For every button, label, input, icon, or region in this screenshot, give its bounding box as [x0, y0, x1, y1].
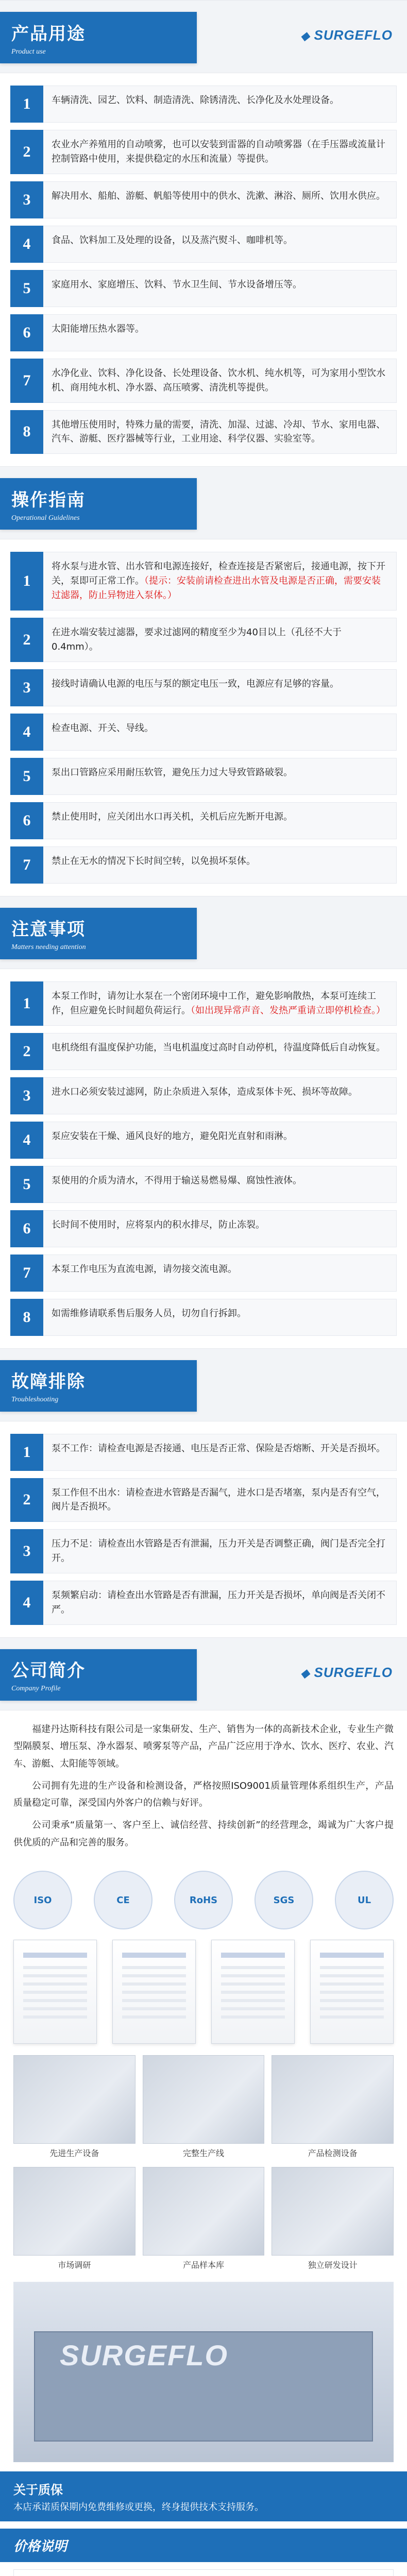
brand-mark-icon: ◆	[300, 29, 310, 42]
certificate-badge: SGS	[255, 1871, 313, 1929]
trouble-number: 1	[10, 1434, 43, 1471]
photo-image	[143, 2055, 265, 2144]
notice-item	[10, 1255, 397, 1292]
operation-number: 6	[10, 802, 43, 839]
company-intro	[0, 1710, 407, 1867]
operation-text-main: 检查电源、开关、导线。	[52, 722, 154, 734]
operation-text	[43, 669, 397, 706]
company-subtitle: Company Profile	[11, 1685, 61, 1693]
usage-text-main: 其他增压使用时，特殊力量的需要，清洗、加湿、过滤、冷却、节水、家用电器、汽车、游艇、医疗器械等行业，工业用途、科学仪器、实验室等。	[52, 419, 385, 445]
usage-text	[43, 86, 397, 123]
trouble-item	[10, 1529, 397, 1573]
photo-caption: 市场调研	[58, 2260, 91, 2270]
operation-title: 操作指南	[11, 489, 86, 511]
certificate-document	[112, 1940, 196, 2044]
notice-text-main: 本泵工作时，请勿让水泵在一个密闭环境中工作，避免影响散热，本泵可连续工作，但应避免长时间超负荷运行。	[52, 990, 376, 1016]
usage-text	[43, 270, 397, 307]
usage-subtitle: Product use	[11, 47, 46, 56]
usage-item	[10, 270, 397, 307]
notice-item	[10, 1033, 397, 1070]
notice-number: 1	[10, 981, 43, 1026]
company-title: 公司简介	[11, 1660, 86, 1682]
operation-list	[0, 539, 407, 895]
certificate-badge: CE	[94, 1871, 152, 1929]
photo-image	[13, 2167, 135, 2256]
usage-item	[10, 314, 397, 351]
notice-text	[43, 981, 397, 1026]
photo-image	[143, 2167, 265, 2256]
price-box	[13, 2569, 394, 2576]
certificate-document	[310, 1940, 394, 2044]
trouble-title: 故障排除	[11, 1371, 86, 1393]
operation-number: 3	[10, 669, 43, 706]
operation-item	[10, 669, 397, 706]
operation-text	[43, 552, 397, 611]
notice-item	[10, 1166, 397, 1203]
operation-item	[10, 758, 397, 795]
photo-image	[272, 2055, 394, 2144]
notice-subtitle: Matters needing attention	[11, 943, 86, 952]
photo-caption: 完整生产线	[182, 2148, 224, 2158]
company-paragraph: 公司秉承“质量第一、客户至上、诚信经营、持续创新”的经营理念，竭诚为广大客户提供优质的产品和完善的服务。	[13, 1820, 394, 1848]
trouble-number: 4	[10, 1581, 43, 1625]
trouble-number: 3	[10, 1529, 43, 1573]
usage-text-main: 水净化业、饮料、净化设备、长处理设备、饮水机、纯水机等，可为家用小型饮水机、商用纯水机、净水器、高压喷雾、清洗机等提供。	[52, 367, 385, 393]
usage-item	[10, 181, 397, 218]
notice-text-main: 泵使用的介质为清水，不得用于输送易燃易爆、腐蚀性液体。	[52, 1175, 302, 1186]
usage-number: 1	[10, 86, 43, 123]
trouble-text	[43, 1434, 397, 1471]
company-paragraph: 公司拥有先进的生产设备和检测设备，严格按照ISO9001质量管理体系组织生产，产品质量稳定可靠，深受国内外客户的信赖与好评。	[13, 1780, 394, 1809]
trouble-header	[0, 1348, 407, 1421]
trouble-subtitle: Troubleshooting	[11, 1396, 59, 1404]
usage-text-main: 食品、饮料加工及处理的设备，以及蒸汽熨斗、咖啡机等。	[52, 234, 293, 246]
notice-text	[43, 1122, 397, 1159]
usage-number: 6	[10, 314, 43, 351]
notice-item	[10, 1210, 397, 1247]
trouble-text	[43, 1529, 397, 1573]
usage-text	[43, 410, 397, 454]
operation-header	[0, 466, 407, 539]
notice-title-block	[0, 908, 197, 959]
certificate-badge: ISO	[13, 1871, 72, 1929]
photo-caption: 先进生产设备	[49, 2148, 99, 2158]
usage-title: 产品用途	[11, 23, 86, 44]
operation-number: 4	[10, 714, 43, 751]
photo-card	[272, 2055, 394, 2160]
notice-item	[10, 1077, 397, 1114]
trouble-text-main: 压力不足：请检查出水管路是否有泄漏，压力开关是否调整正确，阀门是否完全打开。	[52, 1538, 385, 1564]
brand-logo	[301, 27, 393, 43]
brand-name: SURGEFLO	[314, 1664, 393, 1680]
operation-title-block	[0, 478, 197, 530]
usage-text	[43, 226, 397, 263]
notice-text	[43, 1077, 397, 1114]
warranty-title: 关于质保	[13, 2483, 63, 2497]
operation-text	[43, 714, 397, 751]
documents-row	[0, 1934, 407, 2050]
trouble-text	[43, 1478, 397, 1522]
operation-number: 7	[10, 846, 43, 884]
company-header	[0, 1637, 407, 1710]
notice-text	[43, 1299, 397, 1336]
operation-text-main: 将水泵与进水管、出水管和电源连接好，检查连接是否紧密后，接通电源，按下开关，泵即可正常工作。	[52, 561, 385, 587]
notice-title: 注意事项	[11, 919, 86, 940]
operation-text-main: 在进水端安装过滤器，要求过滤网的精度至少为40目以上（孔径不大于0.4mm）。	[52, 627, 342, 652]
trouble-number: 2	[10, 1478, 43, 1522]
notice-item	[10, 1299, 397, 1336]
usage-text	[43, 359, 397, 403]
usage-item	[10, 359, 397, 403]
company-title-block	[0, 1649, 197, 1701]
price-section-header	[0, 2529, 407, 2562]
usage-number: 7	[10, 359, 43, 403]
trouble-list	[0, 1421, 407, 1637]
usage-text-main: 家庭用水、家庭增压、饮料、节水卫生间、节水设备增压等。	[52, 279, 302, 290]
usage-text	[43, 130, 397, 174]
operation-text-main: 禁止在无水的情况下长时间空转，以免损坏泵体。	[52, 855, 256, 867]
notice-text-main: 长时间不使用时，应将泵内的积水排尽，防止冻裂。	[52, 1219, 265, 1230]
photo-caption: 独立研发设计	[308, 2260, 358, 2270]
notice-text	[43, 1255, 397, 1292]
usage-text-main: 农业水产养殖用的自动喷雾，也可以安装到雷器的自动喷雾器（在手压器或流量计控制管路中使用，来提供稳定的水压和流量）等提供。	[52, 139, 385, 164]
usage-text-main: 太阳能增压热水器等。	[52, 323, 144, 334]
usage-item	[10, 86, 397, 123]
notice-number: 4	[10, 1122, 43, 1159]
photo-image	[272, 2167, 394, 2256]
warranty-desc: 本店承诺质保期内免费维修或更换，终身提供技术支持服务。	[13, 2502, 264, 2513]
operation-number: 5	[10, 758, 43, 795]
usage-item	[10, 410, 397, 454]
notice-text-main: 如需维修请联系售后服务人员，切勿自行拆卸。	[52, 1308, 246, 1319]
notice-number: 5	[10, 1166, 43, 1203]
notice-item	[10, 1122, 397, 1159]
operation-number: 1	[10, 552, 43, 611]
trouble-text-main: 泵频繁启动：请检查出水管路是否有泄漏，压力开关是否损坏，单向阀是否关闭不严。	[52, 1590, 385, 1616]
usage-number: 2	[10, 130, 43, 174]
notice-text-main: 本泵工作电压为直流电源，请勿接交流电源。	[52, 1263, 237, 1275]
photo-caption: 产品样本库	[182, 2260, 224, 2270]
usage-number: 4	[10, 226, 43, 263]
usage-number: 8	[10, 410, 43, 454]
operation-item	[10, 846, 397, 884]
notice-list	[0, 969, 407, 1348]
usage-text	[43, 181, 397, 218]
operation-item	[10, 552, 397, 611]
operation-item	[10, 802, 397, 839]
notice-text-main: 进水口必须安装过滤网，防止杂质进入泵体，造成泵体卡死、损坏等故障。	[52, 1086, 358, 1097]
trouble-title-block	[0, 1360, 197, 1412]
usage-text-main: 解决用水、船舶、游艇、帆船等使用中的供水、洗漱、淋浴、厕所、饮用水供应。	[52, 190, 385, 201]
factory-building-image	[13, 2282, 394, 2462]
photo-card	[272, 2167, 394, 2272]
photo-card	[13, 2055, 135, 2160]
photo-image	[13, 2055, 135, 2144]
brand-mark-icon: ◆	[300, 1666, 310, 1680]
operation-text	[43, 618, 397, 662]
operation-text-main: 泵出口管路应采用耐压软管，避免压力过大导致管路破裂。	[52, 767, 293, 778]
notice-text	[43, 1166, 397, 1203]
notice-text	[43, 1210, 397, 1247]
operation-item	[10, 714, 397, 751]
operation-text	[43, 758, 397, 795]
notice-text	[43, 1033, 397, 1070]
trouble-item	[10, 1434, 397, 1471]
usage-item	[10, 226, 397, 263]
brand-logo-company	[301, 1665, 393, 1681]
usage-text-main: 车辆清洗、园艺、饮料、制造清洗、除锈清洗、长净化及水处理设备。	[52, 95, 339, 106]
notice-number: 7	[10, 1255, 43, 1292]
photo-caption: 产品检测设备	[308, 2148, 358, 2158]
certificate-document	[13, 1940, 97, 2044]
trouble-text	[43, 1581, 397, 1625]
price-title: 价格说明	[13, 2539, 67, 2554]
notice-text-main: 泵应安装在干燥、通风良好的地方，避免阳光直射和雨淋。	[52, 1130, 293, 1142]
factory-photo-grid	[0, 2050, 407, 2277]
trouble-item	[10, 1581, 397, 1625]
operation-item	[10, 618, 397, 662]
warranty-banner	[0, 2471, 407, 2521]
operation-subtitle: Operational Guidelines	[11, 514, 80, 522]
usage-header	[0, 0, 407, 73]
trouble-item	[10, 1478, 397, 1522]
certificate-document	[211, 1940, 295, 2044]
operation-text	[43, 802, 397, 839]
certificate-badge: RoHS	[174, 1871, 233, 1929]
trouble-text-main: 泵工作但不出水：请检查进水管路是否漏气，进水口是否堵塞，泵内是否有空气，阀片是否损坏。	[52, 1487, 385, 1513]
photo-card	[143, 2167, 265, 2272]
operation-text-main: 接线时请确认电源的电压与泵的额定电压一致，电源应有足够的容量。	[52, 678, 339, 689]
usage-list	[0, 73, 407, 466]
notice-number: 3	[10, 1077, 43, 1114]
notice-number: 8	[10, 1299, 43, 1336]
usage-number: 5	[10, 270, 43, 307]
trouble-text-main: 泵不工作：请检查电源是否接通、电压是否正常、保险是否熔断、开关是否损坏。	[52, 1443, 385, 1454]
factory-logo-text: SURGEFLO	[60, 2339, 229, 2371]
photo-card	[13, 2167, 135, 2272]
company-paragraph: 福建丹达斯科技有限公司是一家集研发、生产、销售为一体的高新技术企业，专业生产微型隔膜泵、增压泵、净水器泵、喷雾泵等产品，产品广泛应用于净水、饮水、医疗、农业、汽车、游艇、太阳能等领域。	[13, 1723, 394, 1769]
usage-item	[10, 130, 397, 174]
notice-text-warning: （如出现异常声音、发热严重请立即停机检查。）	[191, 1005, 385, 1016]
brand-name: SURGEFLO	[314, 27, 393, 43]
operation-text-main: 禁止使用时，应关闭出水口再关机，关机后应先断开电源。	[52, 811, 293, 822]
notice-number: 6	[10, 1210, 43, 1247]
certificates-row	[0, 1867, 407, 1934]
operation-text-warning: （提示：安装前请检查进出水管及电源是否正确，需要安装过滤器，防止异物进入泵体。）	[52, 575, 381, 601]
operation-number: 2	[10, 618, 43, 662]
usage-title-block	[0, 12, 197, 63]
certificate-badge: UL	[335, 1871, 394, 1929]
usage-number: 3	[10, 181, 43, 218]
notice-item	[10, 981, 397, 1026]
notice-number: 2	[10, 1033, 43, 1070]
usage-text	[43, 314, 397, 351]
photo-card	[143, 2055, 265, 2160]
notice-header	[0, 896, 407, 969]
operation-text	[43, 846, 397, 884]
notice-text-main: 电机绕组有温度保护功能，当电机温度过高时自动停机，待温度降低后自动恢复。	[52, 1042, 385, 1053]
